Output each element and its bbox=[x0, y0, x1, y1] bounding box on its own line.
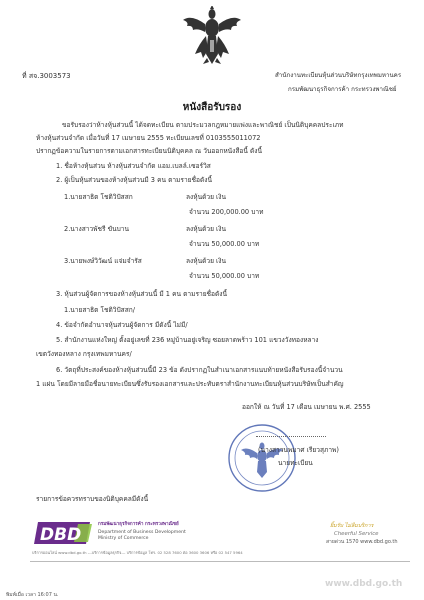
item-5-head-office-cont: เขตวังทองหลาง กรุงเทพมหานคร/ bbox=[36, 350, 132, 358]
intro-line-2: ห้างหุ้นส่วนจำกัด เมื่อวันที่ 17 เมษายน 2555 ทะเบียนเลขที่ 0103555011072 bbox=[36, 134, 261, 142]
dbd-logo-text: DBD bbox=[40, 525, 82, 545]
official-seal-icon bbox=[226, 422, 298, 494]
partner-3-share: ลงหุ้นด้วย เงิน bbox=[186, 257, 227, 265]
document-title: หนังสือรับรอง bbox=[182, 102, 242, 113]
item-6-objectives: 6. วัตถุที่ประสงค์ของห้างหุ้นส่วนนี้มี 23 ข้อ ดังปรากฏในสำเนาเอกสารแนบท้ายหนังสือรับรองนี้จำนวน bbox=[56, 366, 343, 374]
notes-heading: รายการข้อควรทราบของนิติบุคคลมีดังนี้ bbox=[36, 495, 149, 503]
department-name: กรมพัฒนาธุรกิจการค้า กระทรวงพาณิชย์ bbox=[288, 86, 397, 93]
intro-line-1: ขอรับรองว่าห้างหุ้นส่วนนี้ ได้จดทะเบียน ตามประมวลกฎหมายแพ่งและพาณิชย์ เป็นนิติบุคคลประเภท bbox=[62, 121, 344, 129]
partner-1-name: 1.นายสาธิต โชติวิปัสสก bbox=[64, 193, 133, 201]
dbd-department-english: Department of Business Development bbox=[98, 530, 186, 535]
dbd-ministry-english: Ministry of Commerce bbox=[98, 536, 149, 541]
partner-2-name: 2.นางสาวพัชรี ขันบาน bbox=[64, 225, 130, 233]
item-2-partners: 2. ผู้เป็นหุ้นส่วนของห้างหุ้นส่วนมี 3 คน ตามรายชื่อดังนี้ bbox=[56, 176, 212, 184]
footer-divider bbox=[30, 561, 410, 562]
partner-2-amount: จำนวน 50,000.00 บาท bbox=[189, 240, 260, 248]
service-slogan-english: Cheerful Service bbox=[334, 531, 379, 537]
service-slogan-thai: ยิ้มรับ ไม่ลืมบริการ bbox=[330, 523, 374, 529]
dbd-logo-icon bbox=[34, 518, 94, 548]
footer-contact-line: บริการออนไลน์ www.dbd.go.th ---บริการข้อมูลธุรกิจ--- บริการข้อมูล โทร. 02 528 7600 ต่อ 3600 3606 หรือ 02 547 5964 bbox=[32, 550, 243, 555]
partner-1-share: ลงหุ้นด้วย เงิน bbox=[186, 193, 227, 201]
item-3-managing-partners: 3. หุ้นส่วนผู้จัดการของห้างหุ้นส่วนนี้ มี 1 คน ตามรายชื่อดังนี้ bbox=[56, 290, 227, 298]
signature-line bbox=[256, 436, 326, 437]
partner-1-amount: จำนวน 200,000.00 บาท bbox=[189, 208, 264, 216]
item-4-authority-limits: 4. ข้อจำกัดอำนาจหุ้นส่วนผู้จัดการ มีดังนี้ ไม่มี/ bbox=[56, 321, 188, 329]
partner-3-name: 3.นายพงษ์วิวัฒน์ แจ่มจำรัส bbox=[64, 257, 142, 265]
dbd-department-thai: กรมพัฒนาธุรกิจการค้า กระทรวงพาณิชย์ bbox=[98, 522, 179, 527]
registrar-name: (นางสาวนพมาศ เรียวสุภาพ) bbox=[258, 446, 339, 454]
partner-2-share: ลงหุ้นด้วย เงิน bbox=[186, 225, 227, 233]
item-5-head-office: 5. สำนักงานแห่งใหญ่ ตั้งอยู่เลขที่ 236 หมู่บ้านอยู่เจริญ ซอยลาดพร้าว 101 แขวงวังทองหลาง bbox=[56, 336, 319, 344]
registrar-title: นายทะเบียน bbox=[278, 459, 313, 467]
item-6-objectives-cont: 1 แผ่น โดยมีลายมือชื่อนายทะเบียนซึ่งรับรองเอกสารและประทับตราสำนักงานทะเบียนหุ้นส่วนบริษัทเป็นสำคัญ bbox=[36, 380, 344, 388]
hotline: สายด่วน 1570 www.dbd.go.th bbox=[326, 539, 398, 545]
watermark-url: www.dbd.go.th bbox=[325, 579, 403, 589]
office-name: สำนักงานทะเบียนหุ้นส่วนบริษัทกรุงเทพมหานคร bbox=[275, 72, 402, 79]
garuda-emblem-icon bbox=[181, 6, 243, 66]
item-1-partnership-name: 1. ชื่อห้างหุ้นส่วน ห้างหุ้นส่วนจำกัด แอม.เบลล์.เซอร์วิส bbox=[56, 162, 211, 170]
printed-timestamp: พิมพ์เมื่อ เวลา 16:07 น. bbox=[6, 592, 59, 598]
managing-partner-name: 1.นายสาธิต โชติวิปัสสก/ bbox=[64, 306, 135, 314]
intro-line-3: ปรากฏข้อความในรายการตามเอกสารทะเบียนนิติบุคคล ณ วันออกหนังสือนี้ ดังนี้ bbox=[36, 147, 262, 155]
document-number: ที่ สจ.3003573 bbox=[22, 72, 71, 80]
issue-date: ออกให้ ณ วันที่ 17 เดือน เมษายน พ.ศ. 2555 bbox=[242, 403, 371, 411]
partner-3-amount: จำนวน 50,000.00 บาท bbox=[189, 272, 260, 280]
